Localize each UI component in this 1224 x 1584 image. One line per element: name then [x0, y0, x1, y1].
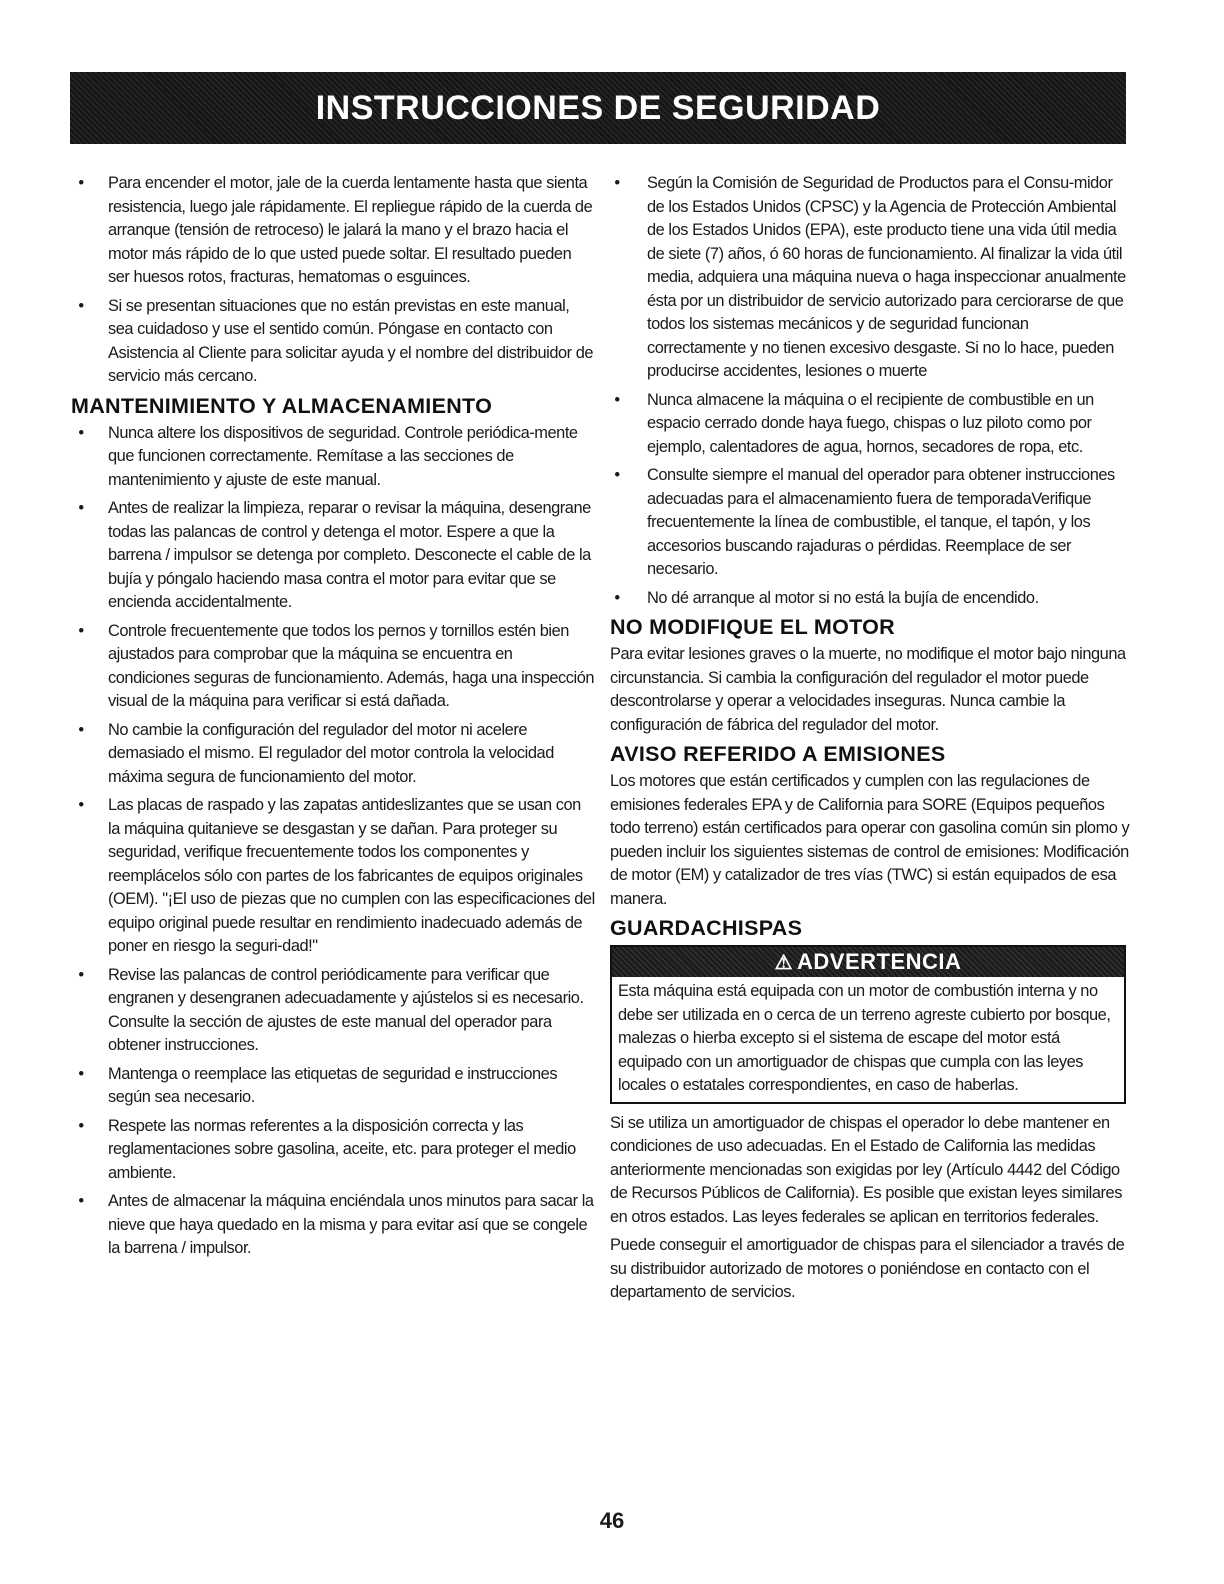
list-item: • Según la Comisión de Seguridad de Productos para el Consu-midor de los Estados Unidos (CPSC) y la Agencia de Protección Ambiental de los Estados Unidos (EPA), este producto tiene una vida útil media de siete (7) años, ó 60 horas de funcionamiento. Al finalizar la vida útil media, adquiera una máquina nueva o haga inspeccionar anualmente ésta por un distribuidor de servicio autorizado para cerciorarse de que todos los sistemas mecánicos y de seguridad funcionan correctamente y no tienen excesivo desgaste. Si no lo hace, pueden producirse accidentes, lesiones o muerte: [610, 172, 1130, 384]
list-item: • Antes de realizar la limpieza, reparar o revisar la máquina, desengrane todas las palancas de control y detenga el motor. Espere a que la barrena / impulsor se detenga por completo. Desconecte el cable de la bujía y póngalo haciendo masa contra el motor para evitar que se encienda accidentalmente.: [74, 497, 596, 615]
warning-title: ADVERTENCIA: [797, 949, 962, 974]
bullet-icon: •: [78, 499, 84, 517]
bullet-icon: •: [78, 1064, 84, 1083]
bullet-icon: •: [614, 466, 620, 484]
bullet-icon: •: [614, 174, 620, 192]
list-item: • Nunca almacene la máquina o el recipiente de combustible en un espacio cerrado donde haya fuego, chispas o luz piloto como por ejemplo, calentadores de agua, hornos, secadores de ropa, etc.: [610, 389, 1130, 460]
warning-header: [612, 947, 1124, 977]
bullet-icon: •: [78, 965, 84, 984]
title-banner: [70, 72, 1126, 144]
list-item: • Consulte siempre el manual del operador para obtener instrucciones adecuadas para el almacenamiento fuera de temporadaVerifique frecuentemente la línea de combustible, el tanque, el tapón, y los accesorios buscando rajaduras o pérdidas. Reemplace de ser necesario.: [610, 464, 1130, 582]
list-item: • Revise las palancas de control periódicamente para verificar que engranen y desengranen adecuadamente y ajústelos si es necesario. Consulte la sección de ajustes de este manual del operador para obtener instrucciones.: [74, 964, 596, 1058]
list-item: • Si se presentan situaciones que no están previstas en este manual, sea cuidadoso y use el sentido común. Póngase en contacto con Asistencia al Cliente para solicitar ayuda y el nombre del distribuidor de servicio más cercano.: [74, 295, 596, 389]
right-column: [610, 172, 1130, 1310]
warning-box: [610, 945, 1126, 1104]
spark-arrester-heading: GUARDACHISPAS: [610, 916, 803, 940]
bullet-icon: •: [78, 296, 84, 315]
maintenance-list: [74, 422, 596, 1261]
maintenance-heading: MANTENIMIENTO Y ALMACENAMIENTO: [71, 393, 493, 418]
bullet-icon: •: [78, 174, 84, 192]
list-item: • Las placas de raspado y las zapatas antideslizantes que se usan con la máquina quitanieve se desgastan y se dañan. Para proteger su seguridad, verifique frecuentemente todos los componentes y reemplácelos sólo con partes de los fabricantes de equipos originales (OEM). "¡El uso de piezas que no cumplen con las especificaciones del equipo original puede resultar en rendimiento inadecuado además de poner en riesgo la seguri-dad!": [74, 794, 596, 959]
list-item: • No cambie la configuración del regulador del motor ni acelere demasiado el mismo. El regulador del motor controla la velocidad máxima segura de funcionamiento del motor.: [74, 719, 596, 790]
list-item: • Controle frecuentemente que todos los pernos y tornillos estén bien ajustados para comprobar que la máquina se encuentra en condiciones seguras de funcionamiento. Además, haga una inspección visual de la máquina para verificar si está dañada.: [74, 620, 596, 714]
emissions-text: Los motores que están certificados y cumplen con las regulaciones de emisiones federales EPA y de California para SORE (Equipos pequeños todo terreno) están certificados para operar con gasolina común sin plomo y pueden incluir los siguientes sistemas de control de emisiones: Modificación de motor (EM) y catalizador de tres vías (TWC) si están equipados de esa manera.: [610, 772, 1130, 908]
emissions-heading: AVISO REFERIDO A EMISIONES: [610, 742, 946, 766]
list-item: • No dé arranque al motor si no está la bujía de encendido.: [610, 587, 1130, 611]
list-item: • Nunca altere los dispositivos de seguridad. Controle periódica-mente que funcionen correctamente. Remítase a las secciones de mantenimiento y ajuste de este manual.: [74, 422, 596, 493]
bullet-icon: •: [78, 423, 84, 442]
bullet-icon: •: [78, 720, 84, 739]
bullet-icon: •: [78, 621, 84, 640]
bullet-icon: •: [78, 1192, 84, 1210]
page-title: INSTRUCCIONES DE SEGURIDAD: [315, 88, 881, 127]
no-modify-text: Para evitar lesiones graves o la muerte, no modifique el motor bajo ninguna circunstancia. Si cambia la configuración del regulador el motor puede descontrolarse y operar a velocidades inseguras. Nunca cambie la configuración de fábrica del regulador del motor.: [610, 645, 1126, 734]
bullet-icon: •: [614, 390, 620, 409]
list-item: • Para encender el motor, jale de la cuerda lentamente hasta que sienta resistencia, luego jale rápidamente. El repliegue rápido de la cuerda de arranque (tensión de retroceso) le jalará la mano y el brazo hacia el motor más rápido de lo que usted puede soltar. El resultado pueden ser huesos rotos, fracturas, hematomas o esguinces.: [74, 172, 596, 290]
storage-list: [610, 172, 1130, 610]
spark-arrester-text-1: Si se utiliza un amortiguador de chispas el operador lo debe mantener en condiciones de uso adecuadas. En el Estado de California las medidas anteriormente mencionadas son exigidas por ley (Artículo 4442 del Código de Recursos Públicos de California). Es posible que existan leyes similares en otros estados. Las leyes federales se aplican en territorios federales.: [610, 1113, 1122, 1226]
intro-list: [74, 172, 596, 389]
warning-text: Esta máquina está equipada con un motor de combustión interna y no debe ser utilizada en o cerca de un terreno agreste cubierto por bosque, malezas o hierba excepto si el sistema de escape del motor está equipado con un amortiguador de chispas que cumpla con las leyes locales o estatales correspondientes, en caso de haberlas.: [618, 982, 1111, 1094]
bullet-icon: •: [614, 588, 620, 607]
list-item: • Respete las normas referentes a la disposición correcta y las reglamentaciones sobre gasolina, aceite, etc. para proteger el medio ambiente.: [74, 1115, 596, 1186]
page-number: 46: [599, 1508, 625, 1533]
no-modify-heading: NO MODIFIQUE EL MOTOR: [610, 615, 896, 639]
bullet-icon: •: [78, 796, 84, 814]
spark-arrester-text-2: Puede conseguir el amortiguador de chispas para el silenciador a través de su distribuidor autorizado de motores o poniéndose en contacto con el departamento de servicios.: [610, 1236, 1125, 1301]
bullet-icon: •: [78, 1116, 84, 1135]
left-column: [71, 172, 596, 1266]
list-item: • Mantenga o reemplace las etiquetas de seguridad e instrucciones según sea necesario.: [74, 1063, 596, 1110]
list-item: • Antes de almacenar la máquina enciéndala unos minutos para sacar la nieve que haya quedado en la misma y para evitar así que se congele la barrena / impulsor.: [74, 1190, 596, 1261]
warning-triangle-icon: ⚠: [774, 951, 794, 974]
